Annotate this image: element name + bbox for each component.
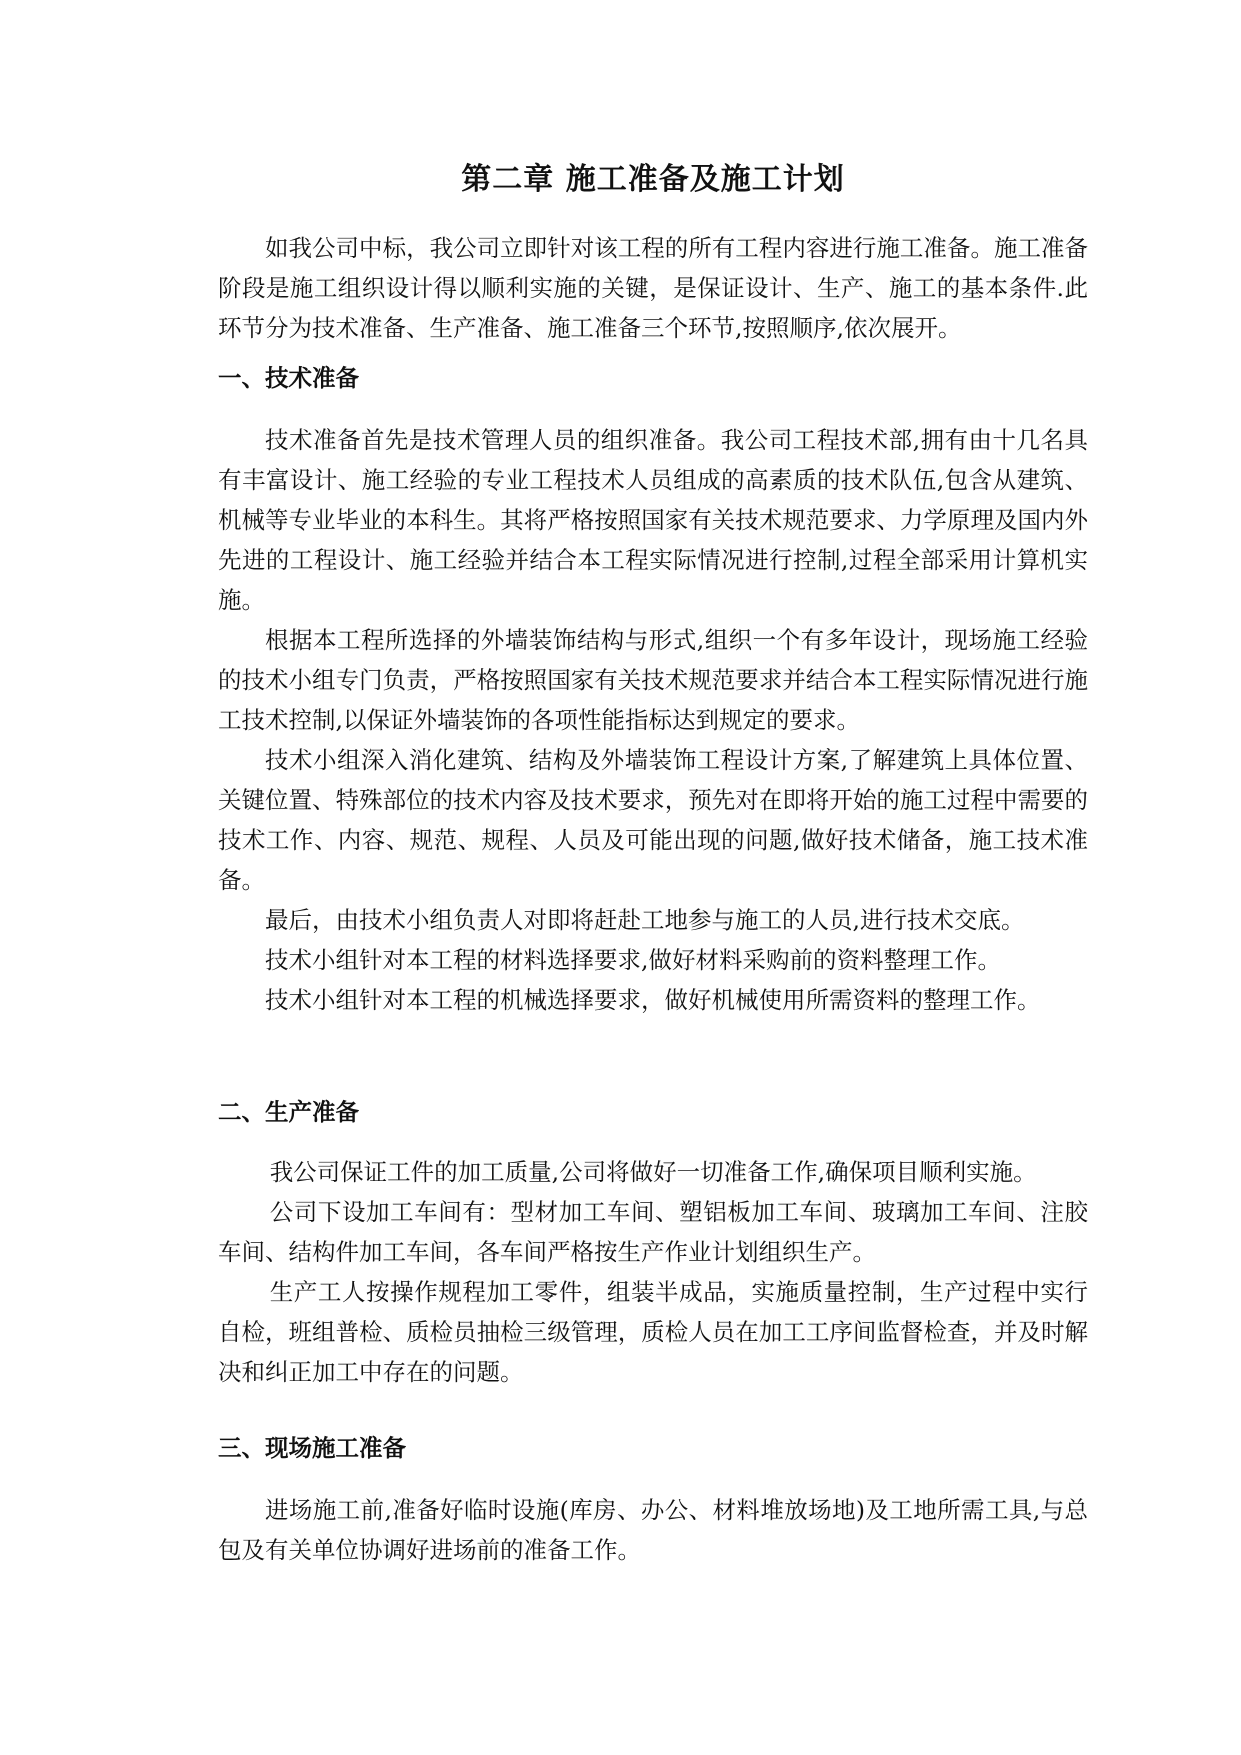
technical-paragraph-5: 技术小组针对本工程的材料选择要求,做好材料采购前的资料整理工作。 xyxy=(265,946,1001,974)
technical-paragraph-1: 技术准备首先是技术管理人员的组织准备。我公司工程技术部,拥有由十几名具有丰富设计、施工经验的专业工程技术人员组成的高素质的技术队伍,包含从建筑、机械等专业毕业的本科生。其将严格按照国家有关技术规范要求、力学原理及国内外先进的工程设计、施工经验并结合本工程实际情况进行控制,过程全部采用计算机实施。 xyxy=(218,426,1088,614)
technical-paragraph-4: 最后，由技术小组负责人对即将赶赴工地参与施工的人员,进行技术交底。 xyxy=(265,906,1025,934)
production-paragraph-2: 公司下设加工车间有：型材加工车间、塑铝板加工车间、玻璃加工车间、注胶车间、结构件加工车间，各车间严格按生产作业计划组织生产。 xyxy=(218,1198,1088,1266)
intro-block xyxy=(218,228,1088,348)
site-paragraph-1: 进场施工前,准备好临时设施(库房、办公、材料堆放场地)及工地所需工具,与总包及有关单位协调好进场前的准备工作。 xyxy=(218,1496,1088,1564)
production-paragraph-3: 生产工人按操作规程加工零件，组装半成品，实施质量控制，生产过程中实行自检，班组普检、质检员抽检三级管理，质检人员在加工工序间监督检查，并及时解决和纠正加工中存在的问题。 xyxy=(218,1278,1088,1386)
technical-paragraph-3: 技术小组深入消化建筑、结构及外墙装饰工程设计方案,了解建筑上具体位置、关键位置、特殊部位的技术内容及技术要求，预先对在即将开始的施工过程中需要的技术工作、内容、规范、规程、人员及可能出现的问题,做好技术储备，施工技术准备。 xyxy=(218,746,1088,894)
section-heading-technical: 一、技术准备 xyxy=(218,364,359,392)
section-site-body xyxy=(218,1490,1088,1570)
section-production-body xyxy=(218,1152,1088,1392)
technical-paragraph-6: 技术小组针对本工程的机械选择要求，做好机械使用所需资料的整理工作。 xyxy=(265,986,1041,1014)
chapter-title: 第二章 施工准备及施工计划 xyxy=(461,162,845,197)
production-paragraph-1: 我公司保证工件的加工质量,公司将做好一切准备工作,确保项目顺利实施。 xyxy=(269,1158,1037,1186)
section-heading-production: 二、生产准备 xyxy=(218,1098,359,1126)
technical-paragraph-2: 根据本工程所选择的外墙装饰结构与形式,组织一个有多年设计，现场施工经验的技术小组专门负责，严格按照国家有关技术规范要求并结合本工程实际情况进行施工技术控制,以保证外墙装饰的各项性能指标达到规定的要求。 xyxy=(218,626,1088,734)
section-technical-body xyxy=(218,420,1088,1020)
intro-paragraph: 如我公司中标，我公司立即针对该工程的所有工程内容进行施工准备。施工准备阶段是施工组织设计得以顺利实施的关键，是保证设计、生产、施工的基本条件.此环节分为技术准备、生产准备、施工准备三个环节,按照顺序,依次展开。 xyxy=(218,234,1088,342)
section-heading-site: 三、现场施工准备 xyxy=(218,1434,406,1462)
